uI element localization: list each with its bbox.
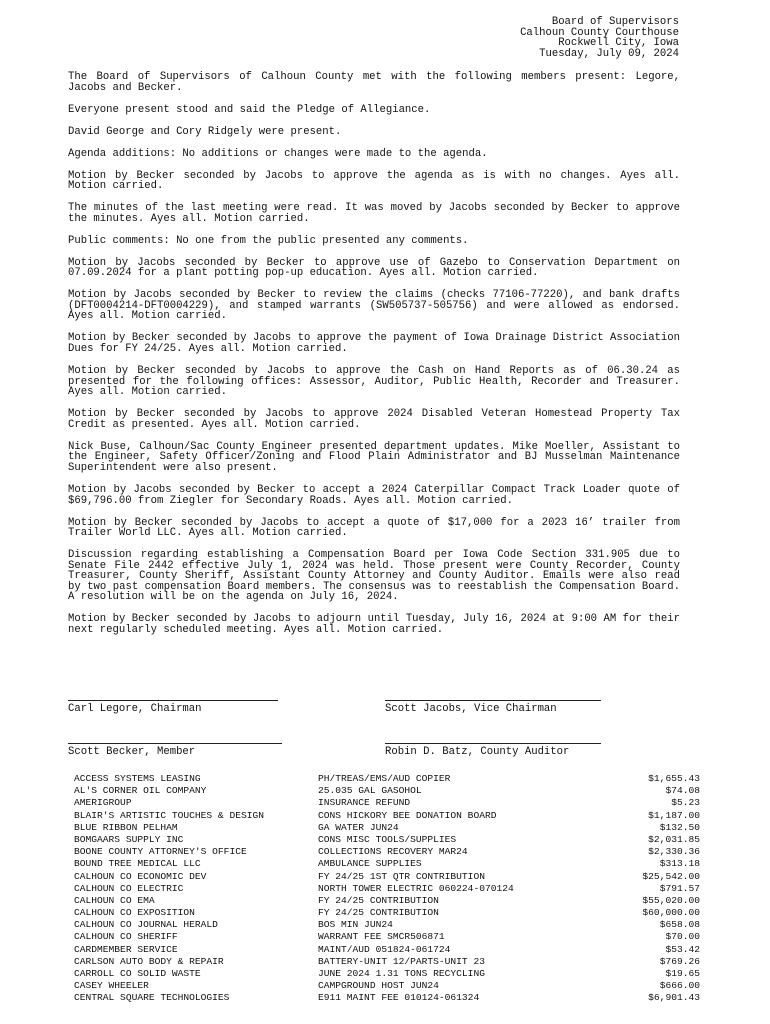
table-row	[74, 871, 700, 883]
claim-vendor: BLAIR'S ARTISTIC TOUCHES & DESIGN	[74, 809, 264, 821]
claim-description: PH/TREAS/EMS/AUD COPIER	[318, 773, 451, 784]
document-header	[279, 17, 679, 59]
header-city: Rockwell City, Iowa	[558, 37, 679, 50]
claim-vendor: AMERIGROUP	[74, 797, 132, 809]
signature-vice-chairman	[385, 700, 601, 715]
claim-vendor: BOMGAARS SUPPLY INC	[74, 833, 184, 845]
claim-amount: $2,031.85	[648, 833, 700, 845]
paragraph-adjourn: Motion by Becker seconded by Jacobs to adjourn until Tuesday, July 16, 2024 at 9:00 AM for their next regularly scheduled meeting. Ayes all. Motion carried.	[68, 613, 680, 637]
claim-amount: $19.65	[665, 968, 700, 979]
paragraph-claims: Motion by Jacobs seconded by Becker to review the claims (checks 77106-77220), and bank drafts (DFT0004214-DFT0004229), and stamped warrants (SW505737-505756) and were allowed as endorsed. Ayes all. Motion carried.	[68, 289, 680, 323]
claim-amount: $74.08	[665, 785, 700, 797]
claim-vendor: CALHOUN CO JOURNAL HERALD	[74, 919, 218, 931]
claim-amount: $2,330.36	[648, 846, 700, 858]
claim-description: FY 24/25 1ST QTR CONTRIBUTION	[318, 870, 485, 882]
table-row	[74, 773, 700, 785]
claim-description: COLLECTIONS RECOVERY MAR24	[318, 846, 468, 858]
paragraph-approve-agenda: Motion by Becker seconded by Jacobs to approve the agenda as is with no changes. Ayes all. Motion carried.	[68, 169, 680, 193]
table-row	[74, 956, 700, 968]
table-row	[74, 785, 700, 797]
claim-description: 25.035 GAL GASOHOL	[318, 785, 422, 797]
table-row	[74, 822, 700, 834]
claim-description: JUNE 2024 1.31 TONS RECYCLING	[318, 968, 485, 979]
paragraph-trailer: Motion by Becker seconded by Jacobs to accept a quote of $17,000 for a 2023 16’ trailer from Trailer World LLC. Ayes all. Motion carried.	[68, 516, 680, 540]
claim-description: CAMPGROUND HOST JUN24	[318, 980, 439, 992]
claim-amount: $791.57	[659, 882, 700, 894]
table-row	[74, 907, 700, 919]
claim-amount: $1,187.00	[648, 809, 700, 821]
table-row	[74, 968, 700, 980]
table-row	[74, 944, 700, 956]
paragraph-cash-on-hand: Motion by Becker seconded by Jacobs to approve the Cash on Hand Reports as of 06.30.24 as presented for the following offices: Assessor, Auditor, Public Health, Recorder and Treasurer. Ayes all. Motion carried.	[68, 365, 680, 399]
claim-vendor: BLUE RIBBON PELHAM	[74, 821, 178, 833]
paragraph-track-loader: Motion by Jacobs seconded by Becker to accept a 2024 Caterpillar Compact Track Loader quote of $69,796.00 from Ziegler for Secondary Roads. Ayes all. Motion carried.	[68, 483, 680, 507]
claim-description: AMBULANCE SUPPLIES	[318, 858, 422, 870]
claim-amount: $70.00	[665, 931, 700, 943]
claims-table	[74, 773, 700, 1005]
claim-description: BOS MIN JUN24	[318, 919, 393, 931]
minutes-body	[68, 72, 680, 647]
table-row	[74, 797, 700, 809]
signature-line	[68, 743, 282, 744]
claim-amount: $769.26	[659, 955, 700, 967]
claim-description: MAINT/AUD 051824-061724	[318, 943, 451, 955]
claim-amount: $666.00	[659, 980, 700, 992]
signature-line	[385, 743, 601, 744]
claim-amount: $1,655.43	[648, 773, 700, 784]
claim-vendor: ACCESS SYSTEMS LEASING	[74, 773, 201, 784]
claim-vendor: CALHOUN CO ECONOMIC DEV	[74, 870, 207, 882]
paragraph-agenda-additions: Agenda additions: No additions or changes were made to the agenda.	[68, 147, 488, 160]
table-row	[74, 931, 700, 943]
paragraph-pledge: Everyone present stood and said the Pledge of Allegiance.	[68, 103, 431, 116]
signature-chairman	[68, 700, 278, 715]
claim-amount: $6,901.43	[648, 992, 700, 1004]
claim-description: CONS MISC TOOLS/SUPPLIES	[318, 833, 457, 845]
claim-vendor: CASEY WHEELER	[74, 980, 149, 992]
paragraph-drainage-dues: Motion by Becker seconded by Jacobs to approve the payment of Iowa Drainage District Association Dues for FY 24/25. Ayes all. Motion carried.	[68, 332, 680, 356]
claim-vendor: CALHOUN CO EMA	[74, 894, 155, 906]
paragraph-members-present: The Board of Supervisors of Calhoun County met with the following members present: Legore, Jacobs and Becker.	[68, 71, 680, 94]
claim-amount: $5.23	[671, 797, 700, 809]
claim-description: NORTH TOWER ELECTRIC 060224-070124	[318, 882, 514, 894]
table-row	[74, 919, 700, 931]
header-board: Board of Supervisors	[551, 16, 679, 28]
header-date: Tuesday, July 09, 2024	[539, 47, 679, 60]
claim-vendor: CENTRAL SQUARE TECHNOLOGIES	[74, 992, 230, 1004]
claim-amount: $60,000.00	[642, 907, 700, 919]
claim-description: CONS HICKORY BEE DONATION BOARD	[318, 809, 497, 821]
claim-vendor: CALHOUN CO ELECTRIC	[74, 882, 184, 894]
table-row	[74, 834, 700, 846]
signature-name: Robin D. Batz, County Auditor	[385, 746, 570, 758]
signature-name: Carl Legore, Chairman	[68, 703, 202, 715]
signature-block	[68, 700, 680, 764]
table-row	[74, 992, 700, 1004]
signature-line	[68, 700, 278, 701]
paragraph-attendees: David George and Cory Ridgely were present.	[68, 125, 342, 138]
claim-vendor: CALHOUN CO SHERIFF	[74, 931, 178, 943]
paragraph-gazebo: Motion by Jacobs seconded by Becker to approve use of Gazebo to Conservation Department on 07.09.2024 for a plant potting pop-up education. Ayes all. Motion carried.	[68, 256, 680, 280]
claim-vendor: CALHOUN CO EXPOSITION	[74, 907, 195, 919]
claim-vendor: AL'S CORNER OIL COMPANY	[74, 785, 207, 797]
claim-amount: $25,542.00	[642, 870, 700, 882]
claim-amount: $55,020.00	[642, 894, 700, 906]
claim-description: FY 24/25 CONTRIBUTION	[318, 907, 439, 919]
claim-vendor: BOUND TREE MEDICAL LLC	[74, 858, 201, 870]
paragraph-engineer-updates: Nick Buse, Calhoun/Sac County Engineer presented department updates. Mike Moeller, Assistant to the Engineer, Safety Officer/Zoning and Flood Plain Administrator and BJ Musselman Maintenance Superintendent were also present.	[68, 440, 680, 474]
table-row	[74, 895, 700, 907]
claim-amount: $53.42	[665, 943, 700, 955]
table-row	[74, 858, 700, 870]
table-row	[74, 883, 700, 895]
signature-name: Scott Jacobs, Vice Chairman	[385, 703, 557, 715]
table-row	[74, 980, 700, 992]
paragraph-public-comments: Public comments: No one from the public presented any comments.	[68, 234, 469, 247]
claim-vendor: CARLSON AUTO BODY & REPAIR	[74, 955, 224, 967]
claim-amount: $658.08	[659, 919, 700, 931]
signature-line	[385, 700, 601, 701]
claim-amount: $313.18	[659, 858, 700, 870]
signature-auditor	[385, 743, 601, 758]
header-courthouse: Calhoun County Courthouse	[520, 26, 679, 39]
table-row	[74, 846, 700, 858]
claim-description: BATTERY-UNIT 12/PARTS-UNIT 23	[318, 955, 485, 967]
signature-name: Scott Becker, Member	[68, 746, 196, 758]
claim-description: INSURANCE REFUND	[318, 797, 411, 809]
claim-vendor: CARDMEMBER SERVICE	[74, 943, 178, 955]
signature-member	[68, 743, 282, 758]
paragraph-compensation-board: Discussion regarding establishing a Compensation Board per Iowa Code Section 331.905 due to Senate File 2442 effective July 1, 2024 was held. Those present were County Recorder, County Treasurer, County Sheriff, Assistant County Attorney and County Auditor. Emails were also read by two past compensation Board members. The consensus was to reestablish the Compensation Board. A resolution will be on the agenda on July 16, 2024.	[68, 549, 680, 604]
table-row	[74, 810, 700, 822]
paragraph-minutes: The minutes of the last meeting were read. It was moved by Jacobs seconded by Becker to approve the minutes. Ayes all. Motion carried.	[68, 202, 680, 225]
claim-description: E911 MAINT FEE 010124-061324	[318, 992, 480, 1004]
claim-vendor: CARROLL CO SOLID WASTE	[74, 968, 201, 979]
claim-description: GA WATER JUN24	[318, 821, 399, 833]
claim-amount: $132.50	[659, 821, 700, 833]
claim-vendor: BOONE COUNTY ATTORNEY'S OFFICE	[74, 846, 247, 858]
claim-description: WARRANT FEE SMCR506871	[318, 931, 445, 943]
claim-description: FY 24/25 CONTRIBUTION	[318, 894, 439, 906]
paragraph-veteran-credit: Motion by Becker seconded by Jacobs to approve 2024 Disabled Veteran Homestead Property Tax Credit as presented. Ayes all. Motion carried.	[68, 408, 680, 431]
